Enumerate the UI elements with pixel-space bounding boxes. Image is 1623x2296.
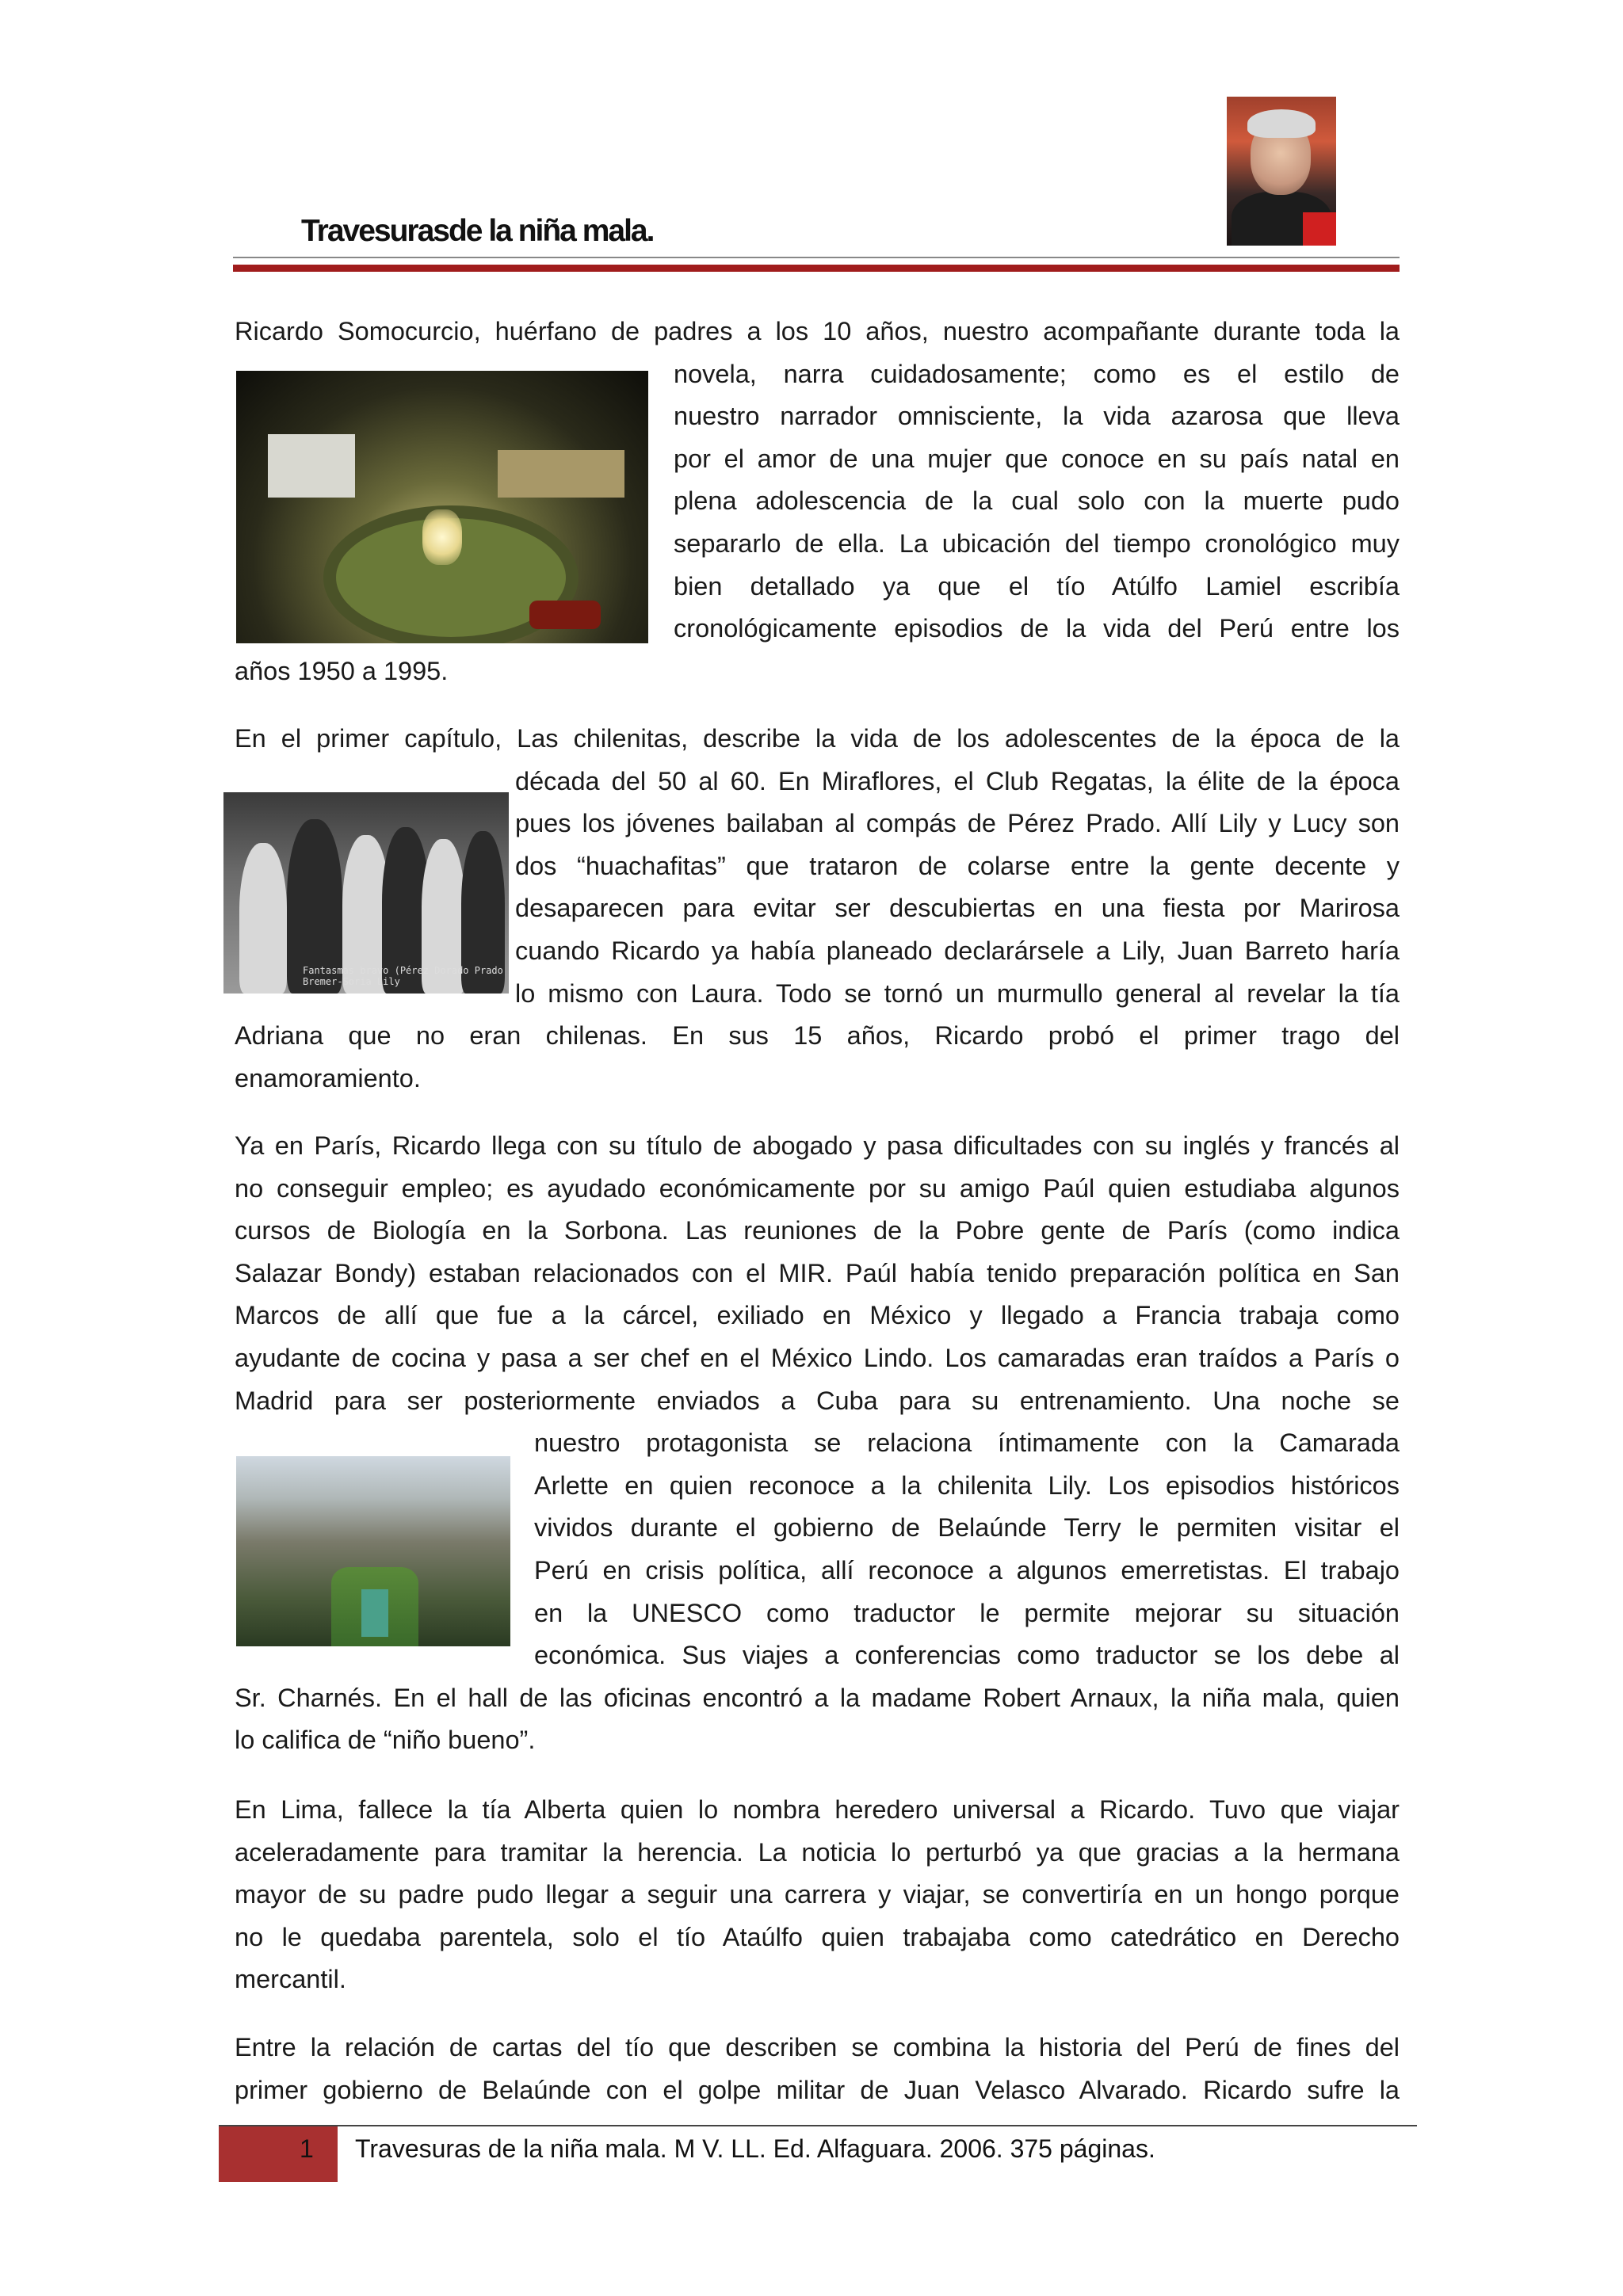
text-line: Adriana que no eran chilenas. En sus 15 años, Ricardo probó el primer trago del: [235, 1021, 1400, 1051]
footer-page-box: [219, 2126, 338, 2182]
paragraph-5: [235, 2027, 1400, 2111]
text-line: mayor de su padre pudo llegar a seguir una carrera y viajar, se convertiría en un hongo porque: [235, 1880, 1400, 1909]
text-line: dos “huachafitas” que trataron de colarse entre la gente decente y: [515, 851, 1400, 880]
text-line: década del 50 al 60. En Miraflores, el Club Regatas, la élite de la época: [515, 766, 1400, 795]
document-title: Travesurasde la niña mala.: [301, 214, 654, 248]
header-rule-thin: [233, 257, 1400, 258]
text-line: Ricardo Somocurcio, huérfano de padres a los 10 años, nuestro acompañante durante toda la: [235, 317, 1400, 345]
text-line: económica. Sus viajes a conferencias como traductor se los debe al: [534, 1641, 1400, 1670]
text-line: Madrid para ser posteriormente enviados a Cuba para su entrenamiento. Una noche se: [235, 1386, 1400, 1415]
text-line: no conseguir empleo; es ayudado económicamente por su amigo Paúl quien estudiaba algunos: [235, 1173, 1400, 1203]
dancers-photo-caption: Fantasmas bravo (Pérez Dorado Prado Bremer-Soria Lily: [303, 965, 503, 987]
footer-citation: Travesuras de la niña mala. M V. LL. Ed. Alfaguara. 2006. 375 páginas.: [355, 2134, 1155, 2163]
text-line: ayudante de cocina y pasa a ser chef en el México Lindo. Los camaradas eran traídos a París o: [235, 1343, 1400, 1372]
text-line: bien detallado ya que el tío Atúlfo Lamiel escribía: [674, 571, 1400, 601]
text-line: separarlo de ella. La ubicación del tiempo cronológico muy: [674, 528, 1400, 558]
text-line: no le quedaba parentela, solo el tío Ataúlfo quien trabajaba como catedrático en Derecho: [235, 1922, 1400, 1951]
text-line: plena adolescencia de la cual solo con la muerte pudo: [674, 486, 1400, 516]
text-line: Entre la relación de cartas del tío que describen se combina la historia del Perú de fines del: [235, 2033, 1400, 2061]
text-line: por el amor de una mujer que conoce en su país natal en: [674, 444, 1400, 473]
text-line: Sr. Charnés. En el hall de las oficinas encontró a la madame Robert Arnaux, la niña mala, quien: [235, 1683, 1400, 1712]
text-line: nuestro protagonista se relaciona íntimamente con la Camarada: [534, 1428, 1400, 1458]
paragraph-2: [235, 718, 1400, 1100]
author-portrait-icon: [1227, 97, 1336, 246]
text-line: lo califica de “niño bueno”.: [235, 1726, 536, 1755]
text-line: lo mismo con Laura. Todo se tornó un murmullo general al revelar la tía: [515, 978, 1400, 1008]
text-line: cursos de Biología en la Sorbona. Las reuniones de la Pobre gente de París (como indica: [235, 1216, 1400, 1245]
header-rule-thick: [233, 265, 1400, 272]
paragraph-3: [235, 1125, 1400, 1762]
text-line: Ya en París, Ricardo llega con su título de abogado y pasa dificultades con su inglés y francés al: [235, 1131, 1400, 1160]
text-line: nuestro narrador omnisciente, la vida azarosa que lleva: [674, 402, 1400, 431]
page-number: 1: [300, 2134, 314, 2163]
text-line: cuando Ricardo ya había planeado declarársele a Lily, Juan Barreto haría: [515, 936, 1400, 965]
text-line: en la UNESCO como traductor le permite mejorar su situación: [534, 1598, 1400, 1627]
text-line: novela, narra cuidadosamente; como es el estilo de: [674, 359, 1400, 388]
text-line: Marcos de allí que fue a la cárcel, exiliado en México y llegado a Francia trabaja como: [235, 1301, 1400, 1330]
text-line: primer gobierno de Belaúnde con el golpe militar de Juan Velasco Alvarado. Ricardo sufre la: [235, 2075, 1400, 2104]
paragraph-1: [235, 311, 1400, 692]
text-line: pues los jóvenes bailaban al compás de Pérez Prado. Allí Lily y Lucy son: [515, 809, 1400, 838]
paragraph-4: [235, 1789, 1400, 2001]
text-line: Perú en crisis política, allí reconoce a algunos emerretistas. El trabajo: [534, 1555, 1400, 1585]
text-line: En el primer capítulo, Las chilenitas, describe la vida de los adolescentes de la época de la: [235, 724, 1400, 753]
text-line: mercantil.: [235, 1965, 346, 1994]
text-line: Salazar Bondy) estaban relacionados con el MIR. Paúl había tenido preparación política en San: [235, 1258, 1400, 1287]
text-line: cronológicamente episodios de la vida del Perú entre los: [674, 614, 1400, 643]
text-line: enamoramiento.: [235, 1063, 421, 1093]
footer-rule: [219, 2125, 1417, 2126]
text-line: Arlette en quien reconoce a la chilenita Lily. Los episodios históricos: [534, 1470, 1400, 1500]
text-line: aceleradamente para tramitar la herencia. La noticia lo perturbó ya que gracias a la hermana: [235, 1837, 1400, 1867]
text-line: En Lima, fallece la tía Alberta quien lo nombra heredero universal a Ricardo. Tuvo que viajar: [235, 1795, 1400, 1824]
text-line: vividos durante el gobierno de Belaúnde Terry le permiten visitar el: [534, 1513, 1400, 1543]
text-line: años 1950 a 1995.: [235, 656, 449, 685]
text-line: desaparecen para evitar ser descubiertas en una fiesta por Marirosa: [515, 894, 1400, 923]
